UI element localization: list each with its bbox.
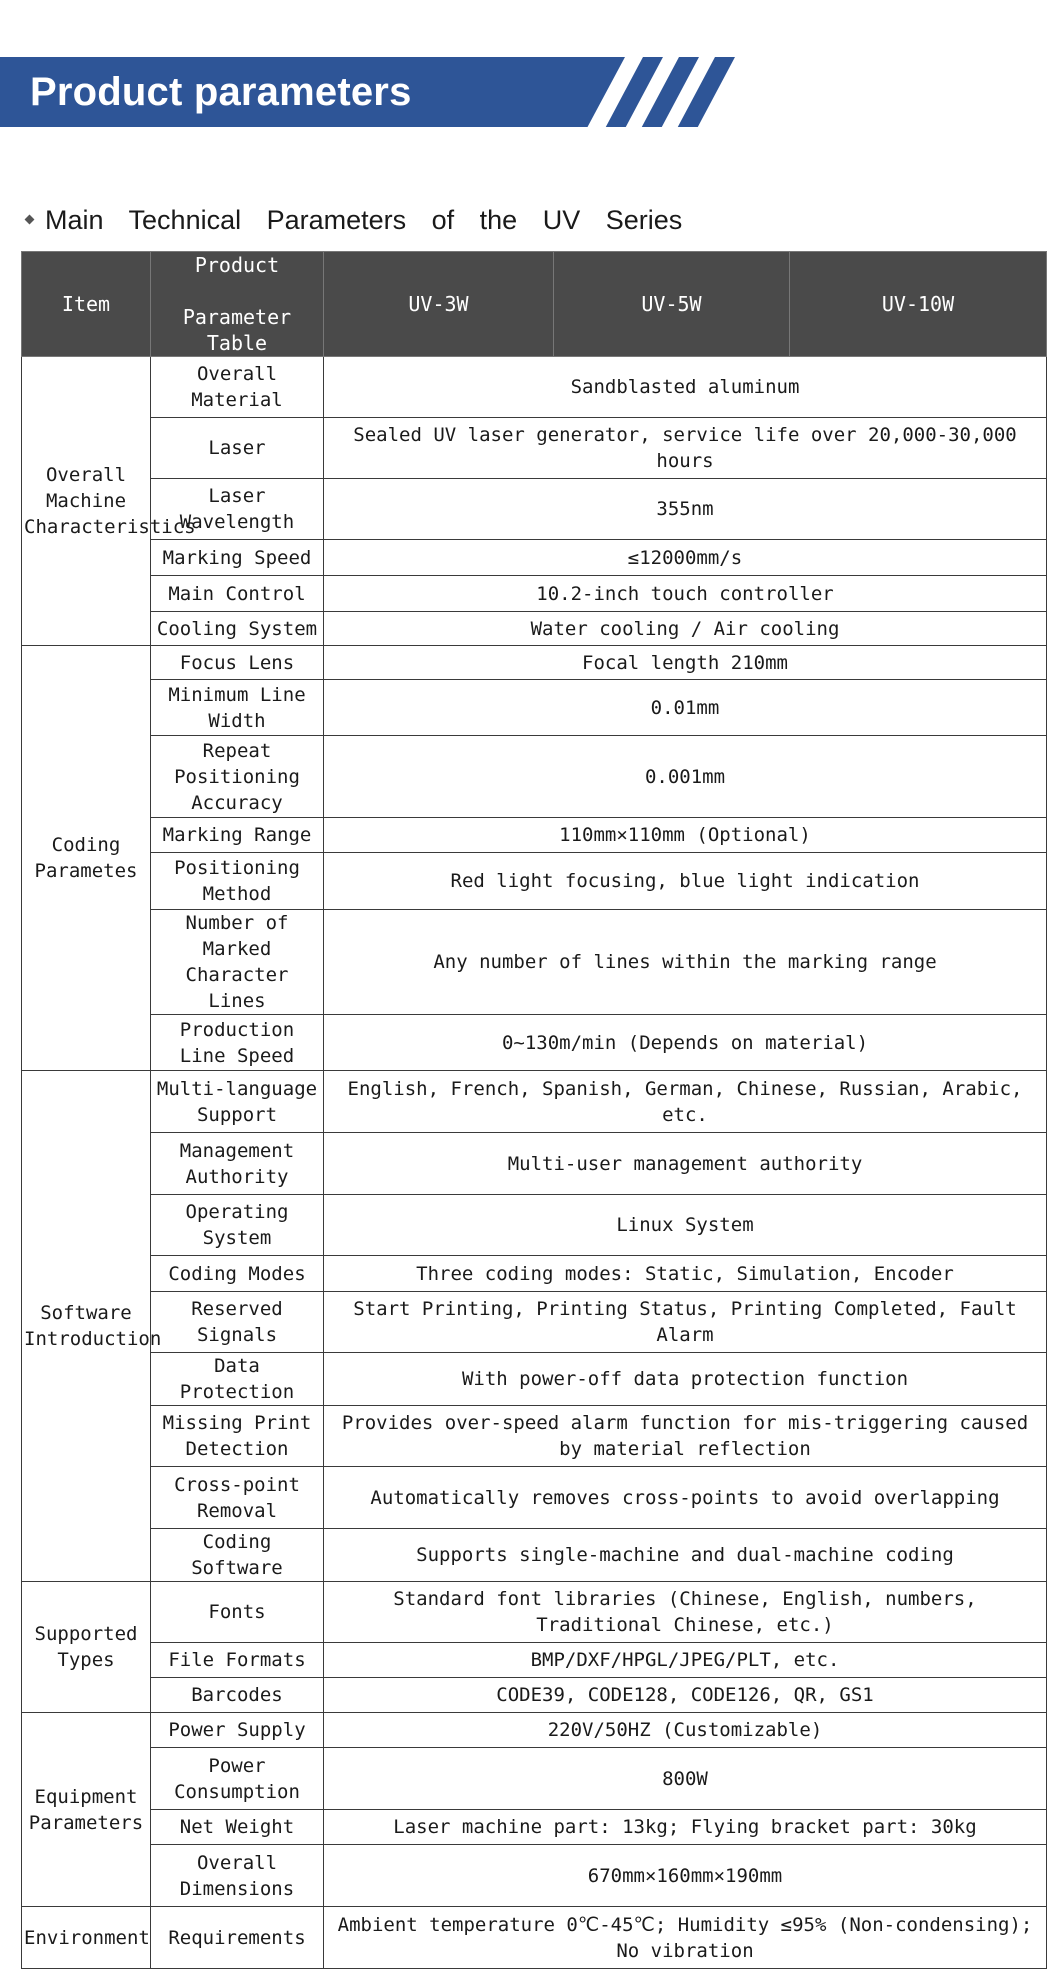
value-cell: Start Printing, Printing Status, Printing Completed, Fault Alarm [324,1292,1047,1353]
table-row [22,1195,1047,1256]
value-cell: 220V/50HZ (Customizable) [324,1713,1047,1748]
value-cell: Linux System [324,1195,1047,1256]
value-cell: 800W [324,1748,1047,1810]
param-cell: File Formats [151,1643,324,1678]
table-row [22,357,1047,418]
value-cell: Focal length 210mm [324,646,1047,680]
value-cell: Red light focusing, blue light indication [324,853,1047,910]
table-row [22,1748,1047,1810]
param-cell: Fonts [151,1582,324,1643]
value-cell: Laser machine part: 13kg; Flying bracket part: 30kg [324,1810,1047,1845]
table-row [22,612,1047,646]
table-row [22,646,1047,680]
page-title: Product parameters [30,70,412,114]
param-cell: Coding Software [151,1529,324,1582]
value-cell: Multi-user management authority [324,1133,1047,1195]
table-row [22,576,1047,612]
param-cell: Overall Material [151,357,324,418]
category-cell: Environment [22,1907,151,1969]
param-cell: Laser Wavelength [151,479,324,540]
param-cell: Laser [151,418,324,479]
value-cell: CODE39, CODE128, CODE126, QR, GS1 [324,1678,1047,1713]
header-param [151,252,324,357]
param-cell: Cross-point Removal [151,1467,324,1529]
header-model-uv10w: UV-10W [790,252,1047,357]
value-cell: Sandblasted aluminum [324,357,1047,418]
category-cell: Equipment Parameters [22,1713,151,1907]
value-cell: Standard font libraries (Chinese, English, numbers, Traditional Chinese, etc.) [324,1582,1047,1643]
param-cell: Marking Speed [151,540,324,576]
value-cell: Water cooling / Air cooling [324,612,1047,646]
param-cell: Missing Print Detection [151,1406,324,1467]
param-cell: Minimum Line Width [151,680,324,736]
table-header-row [22,252,1047,357]
value-cell: With power-off data protection function [324,1353,1047,1406]
value-cell: BMP/DXF/HPGL/JPEG/PLT, etc. [324,1643,1047,1678]
table-row [22,1643,1047,1678]
section-subtitle [20,200,682,240]
param-cell: Barcodes [151,1678,324,1713]
table-row [22,1015,1047,1071]
param-cell: Number of Marked Character Lines [151,910,324,1015]
table-row [22,1133,1047,1195]
param-cell: Management Authority [151,1133,324,1195]
value-cell: Any number of lines within the marking range [324,910,1047,1015]
category-cell: Overall Machine Characteristics [22,357,151,646]
table-row [22,1713,1047,1748]
param-cell: Power Consumption [151,1748,324,1810]
value-cell: ≤12000mm/s [324,540,1047,576]
param-cell: Reserved Signals [151,1292,324,1353]
table-row [22,1907,1047,1969]
table-row [22,1529,1047,1582]
param-cell: Production Line Speed [151,1015,324,1071]
table-row [22,1353,1047,1406]
table-row [22,1845,1047,1907]
table-row [22,1406,1047,1467]
table-row [22,818,1047,853]
table-row [22,1256,1047,1292]
spec-table [21,251,1047,1969]
table-row [22,1810,1047,1845]
section-subtitle-text: Main Technical Parameters of the UV Series [45,205,683,235]
param-cell: Multi-language Support [151,1071,324,1133]
value-cell: Three coding modes: Static, Simulation, Encoder [324,1256,1047,1292]
param-cell: Marking Range [151,818,324,853]
value-cell: 355nm [324,479,1047,540]
param-cell: Requirements [151,1907,324,1969]
value-cell: Supports single-machine and dual-machine coding [324,1529,1047,1582]
header-param-line1: Product [194,253,280,277]
param-cell: Repeat Positioning Accuracy [151,736,324,818]
table-row [22,1292,1047,1353]
value-cell: 0.01mm [324,680,1047,736]
bullet-diamond-icon [25,215,35,225]
param-cell: Cooling System [151,612,324,646]
value-cell: 670mm×160mm×190mm [324,1845,1047,1907]
value-cell: Ambient temperature 0℃-45℃; Humidity ≤95% (Non-condensing); No vibration [324,1907,1047,1969]
table-row [22,910,1047,1015]
param-cell: Positioning Method [151,853,324,910]
param-cell: Data Protection [151,1353,324,1406]
table-row [22,1582,1047,1643]
value-cell: Provides over-speed alarm function for mis-triggering caused by material reflection [324,1406,1047,1467]
category-cell: Supported Types [22,1582,151,1713]
table-row [22,418,1047,479]
param-cell: Operating System [151,1195,324,1256]
category-cell: Coding Parametes [22,646,151,1071]
header-model-uv5w: UV-5W [554,252,790,357]
table-row [22,680,1047,736]
category-cell: Software Introduction [22,1071,151,1582]
value-cell: 10.2-inch touch controller [324,576,1047,612]
table-row [22,540,1047,576]
table-row [22,1678,1047,1713]
value-cell: 0~130m/min (Depends on material) [324,1015,1047,1071]
param-cell: Power Supply [151,1713,324,1748]
value-cell: 0.001mm [324,736,1047,818]
table-row [22,1467,1047,1529]
value-cell: 110mm×110mm (Optional) [324,818,1047,853]
param-cell: Main Control [151,576,324,612]
param-cell: Net Weight [151,1810,324,1845]
param-cell: Coding Modes [151,1256,324,1292]
header-model-uv3w: UV-3W [324,252,554,357]
param-cell: Overall Dimensions [151,1845,324,1907]
table-row [22,1071,1047,1133]
value-cell: Automatically removes cross-points to avoid overlapping [324,1467,1047,1529]
table-row [22,853,1047,910]
value-cell: Sealed UV laser generator, service life over 20,000-30,000 hours [324,418,1047,479]
header-param-line2: Parameter Table [182,305,292,355]
value-cell: English, French, Spanish, German, Chinese, Russian, Arabic, etc. [324,1071,1047,1133]
table-row [22,736,1047,818]
param-cell: Focus Lens [151,646,324,680]
header-item: Item [22,252,151,357]
